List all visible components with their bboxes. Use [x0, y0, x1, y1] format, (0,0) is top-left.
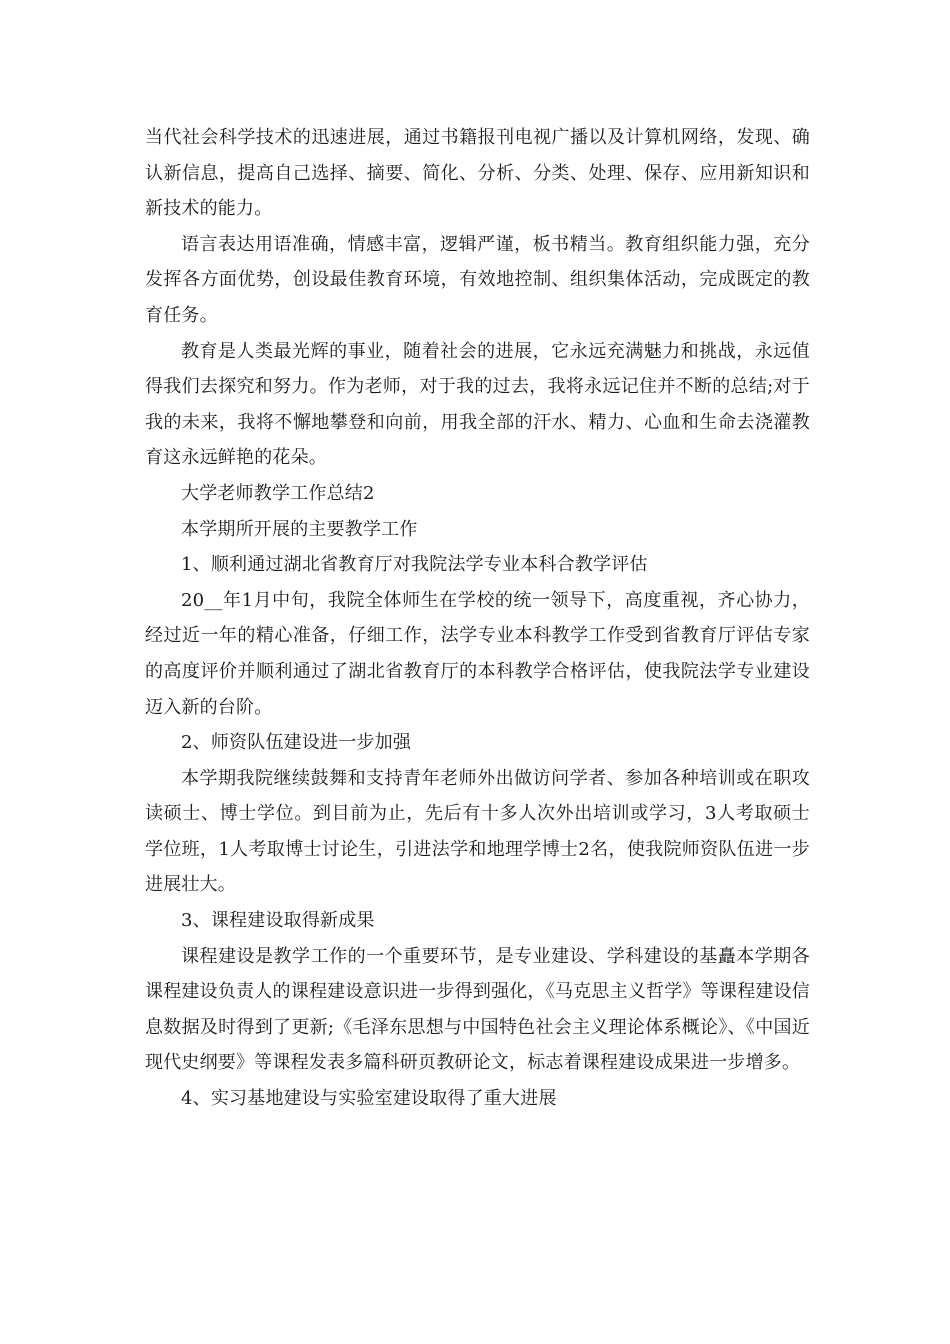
section-title: 大学老师教学工作总结2	[181, 482, 375, 504]
paragraph: 当代社会科学技术的迅速进展，通过书籍报刊电视广播以及计算机网络，发现、确认新信息，提高自己选择、摘要、简化、分析、分类、处理、保存、应用新知识和新技术的能力。	[145, 127, 810, 220]
item-heading: 2、师资队伍建设进一步加强	[181, 732, 412, 754]
paragraph: 语言表达用语准确，情感丰富，逻辑严谨，板书精当。教育组织能力强，充分发挥各方面优势，创设最佳教育环境，有效地控制、组织集体活动，完成既定的教育任务。	[145, 233, 810, 326]
paragraph: 课程建设是教学工作的一个重要环节，是专业建设、学科建设的基矗本学期各课程建设负责人的课程建设意识进一步得到强化，《马克思主义哲学》等课程建设信息数据及时得到了更新;《毛泽东思想与中国特色社会主义理论体系概论》、《中国近现代史纲要》等课程发表多篇科研页教研论文，标志着课程建设成果进一步增多。	[145, 945, 810, 1074]
section-subtitle: 本学期所开展的主要教学工作	[181, 518, 418, 540]
paragraph: 20__年1月中旬，我院全体师生在学校的统一领导下，高度重视，齐心协力，经过近一年的精心准备，仔细工作，法学专业本科教学工作受到省教育厅评估专家的高度评价并顺利通过了湖北省教育厅的本科教学合格评估，使我院法学专业建设迈入新的台阶。	[145, 589, 810, 718]
item-heading: 1、顺利通过湖北省教育厅对我院法学专业本科合教学评估	[181, 554, 648, 576]
paragraph: 本学期我院继续鼓舞和支持青年老师外出做访问学者、参加各种培训或在职攻读硕士、博士学位。到目前为止，先后有十多人次外出培训或学习，3人考取硕士学位班，1人考取博士讨论生，引进法学和地理学博士2名，使我院师资队伍进一步进展壮大。	[145, 767, 810, 896]
item-heading: 3、课程建设取得新成果	[181, 910, 375, 932]
paragraph: 教育是人类最光辉的事业，随着社会的进展，它永远充满魅力和挑战，永远值得我们去探究和努力。作为老师，对于我的过去，我将永远记住并不断的总结;对于我的未来，我将不懈地攀登和向前，用我全部的汗水、精力、心血和生命去浇灌教育这永远鲜艳的花朵。	[145, 340, 810, 469]
item-heading: 4、实习基地建设与实验室建设取得了重大进展	[181, 1088, 557, 1110]
document-body	[145, 120, 810, 1117]
